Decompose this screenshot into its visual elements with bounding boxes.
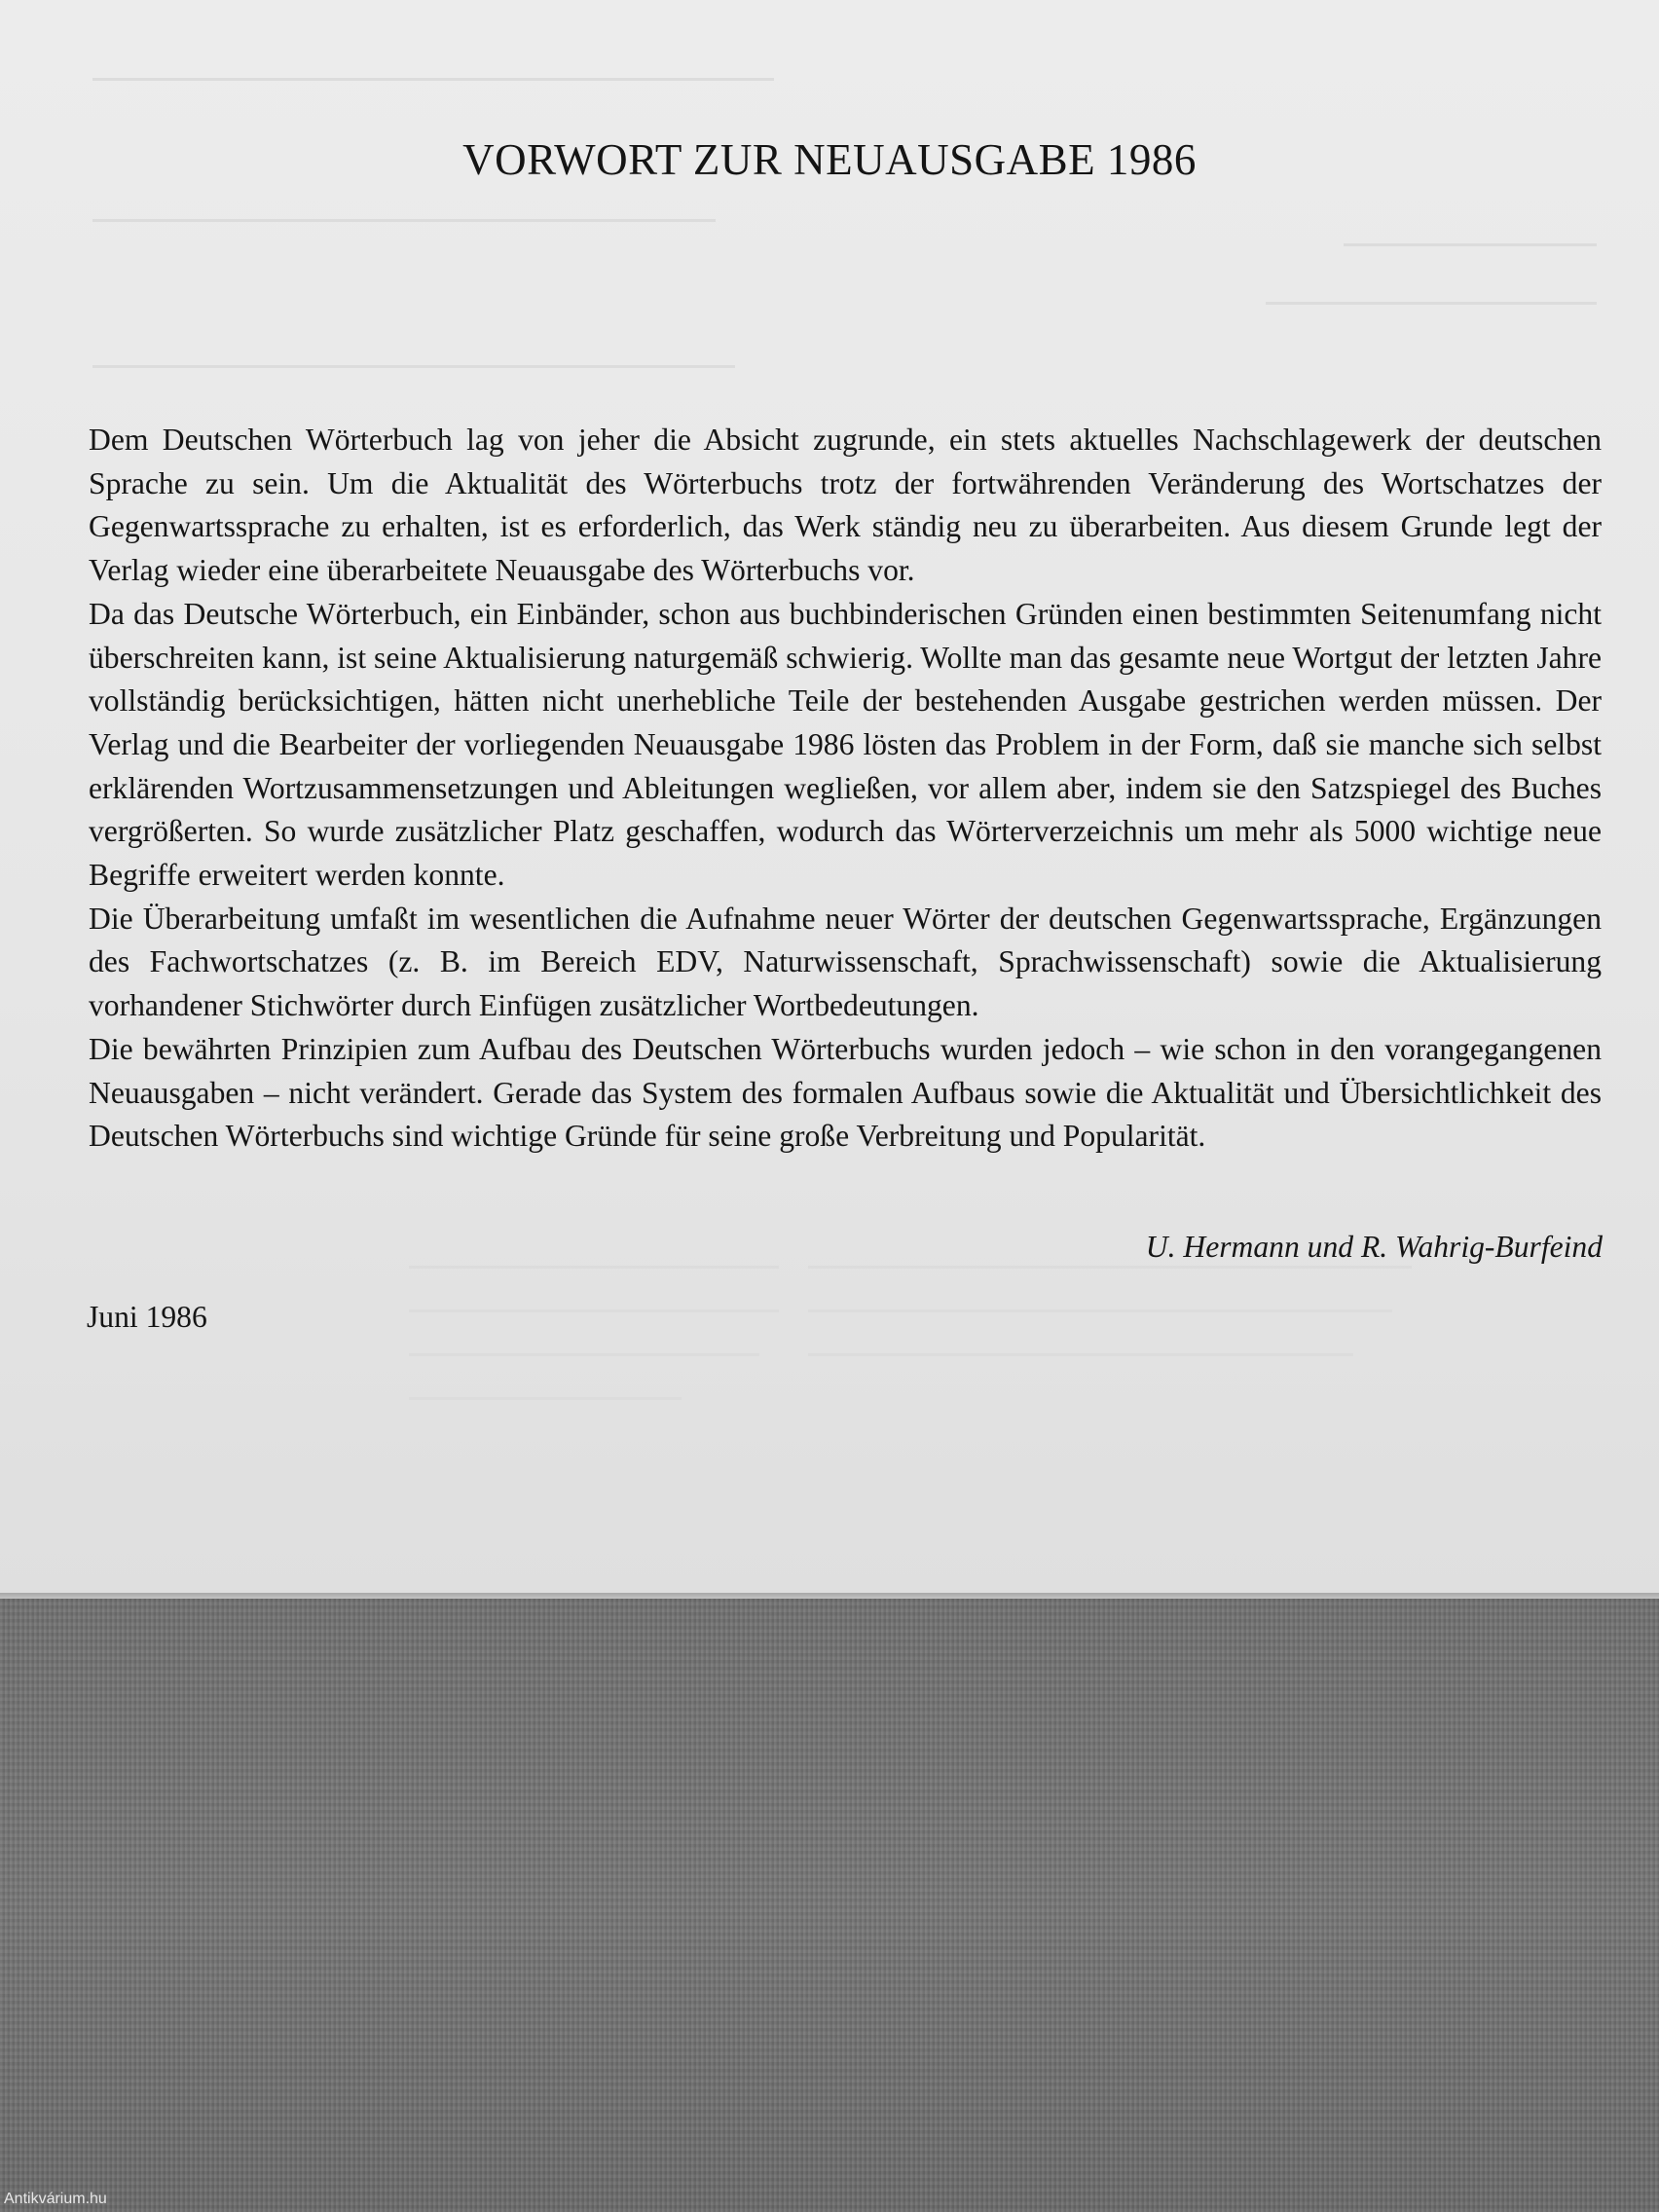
bleed-through-mark	[409, 1266, 779, 1269]
bleed-through-mark	[92, 78, 774, 81]
date-line: Juni 1986	[87, 1300, 207, 1334]
bleed-through-mark	[92, 365, 735, 368]
bleed-through-mark	[1344, 243, 1597, 246]
page-title: VORWORT ZUR NEUAUSGABE 1986	[462, 135, 1197, 185]
signature: U. Hermann und R. Wahrig-Burfeind	[1145, 1230, 1603, 1264]
bleed-through-mark	[1266, 302, 1597, 305]
bleed-through-mark	[808, 1266, 1412, 1269]
watermark: Antikvárium.hu	[4, 2191, 107, 2207]
bleed-through-mark	[409, 1309, 779, 1312]
paragraph-3: Die Überarbeitung umfaßt im wesentlichen die Aufnahme neuer Wörter der deutschen Gegenwartssprache, Ergänzungen des Fachwortschatzes (z. B. im Bereich EDV, Naturwissenschaft, Sprachwissenschaft) sowie die Aktualisierung vorhandener Stichwörter durch Einfügen zusätzlicher Wortbedeutungen.	[89, 901, 1602, 1023]
bleed-through-mark	[808, 1353, 1353, 1356]
paragraph-1: Dem Deutschen Wörterbuch lag von jeher die Absicht zugrunde, ein stets aktuelles Nachschlagewerk der deutschen Sprache zu sein. Um die Aktualität des Wörterbuchs trotz der fortwährenden Veränderung des Wortschatzes der Gegenwartssprache zu erhalten, ist es erforderlich, das Werk ständig neu zu überarbeiten. Aus diesem Grunde legt der Verlag wieder eine überarbeitete Neuausgabe des Wörterbuchs vor.	[89, 423, 1602, 588]
bleed-through-mark	[409, 1397, 682, 1400]
paragraph-4: Die bewährten Prinzipien zum Aufbau des Deutschen Wörterbuchs wurden jedoch – wie schon in den vorangegangenen Neuausgaben – nicht verändert. Gerade das System des formalen Aufbaus sowie die Aktualität und Übersichtlichkeit des Deutschen Wörterbuchs sind wichtige Gründe für seine große Verbreitung und Popularität.	[89, 1031, 1602, 1154]
bleed-through-mark	[92, 219, 716, 222]
background-surface	[0, 1599, 1659, 2212]
bleed-through-mark	[808, 1309, 1392, 1312]
bleed-through-mark	[409, 1353, 759, 1356]
preface-body	[89, 419, 1602, 1159]
paragraph-2: Da das Deutsche Wörterbuch, ein Einbänder, schon aus buchbinderischen Gründen einen bestimmten Seitenumfang nicht überschreiten kann, ist seine Aktualisierung naturgemäß schwierig. Wollte man das gesamte neue Wortgut der letzten Jahre vollständig berücksichtigen, hätten nicht unerhebliche Teile der bestehenden Ausgabe gestrichen werden müssen. Der Verlag und die Bearbeiter der vorliegenden Neuausgabe 1986 lösten das Problem in der Form, daß sie manche sich selbst erklärenden Wortzusammensetzungen und Ableitungen wegließen, vor allem aber, indem sie den Satzspiegel des Buches vergrößerten. So wurde zusätzlicher Platz geschaffen, wodurch das Wörterverzeichnis um mehr als 5000 wichtige neue Begriffe erweitert werden konnte.	[89, 596, 1602, 893]
